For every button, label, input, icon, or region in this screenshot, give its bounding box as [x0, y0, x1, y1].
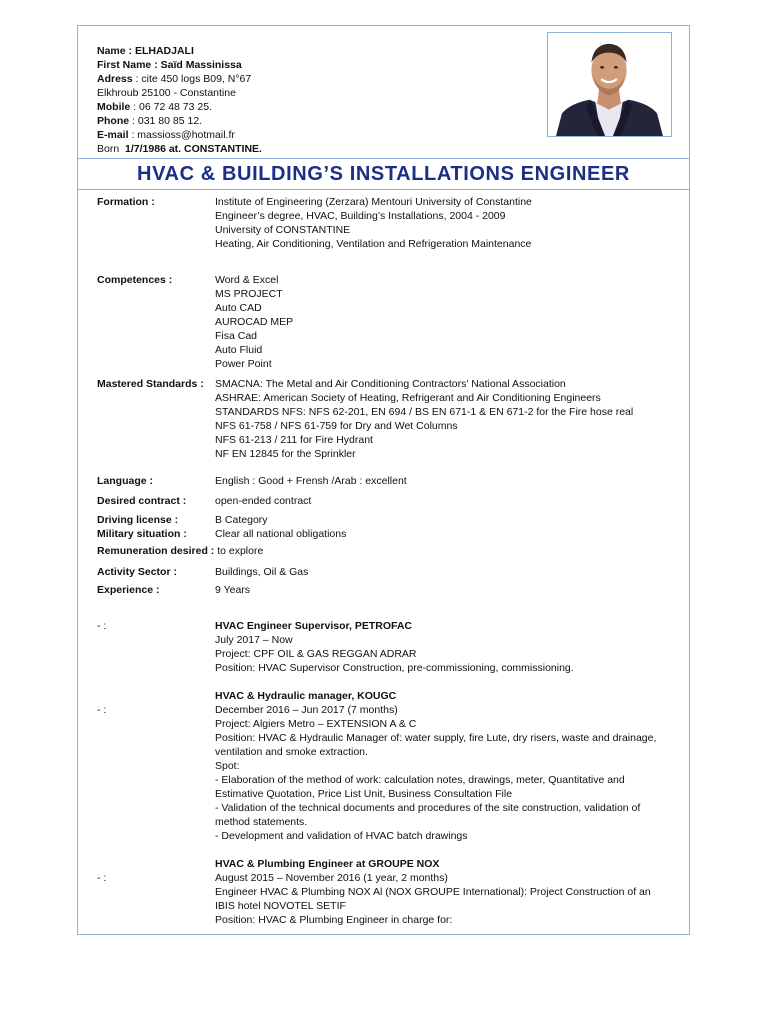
formation-line: Heating, Air Conditioning, Ventilation and Refrigeration Maintenance: [215, 238, 532, 250]
name-line: Name : ELHADJALI: [97, 45, 194, 57]
cv-header: [78, 26, 689, 159]
job-line: method statements.: [215, 816, 308, 828]
competence-item: AUROCAD MEP: [215, 316, 294, 328]
first-name-line: First Name : Saïd Massinissa: [97, 59, 242, 71]
standard-item: ASHRAE: American Society of Heating, Refrigerant and Air Conditioning Engineers: [215, 392, 601, 404]
formation-label: Formation :: [97, 196, 155, 208]
job-marker: - :: [97, 620, 107, 632]
job-line: ventilation and smoke extraction.: [215, 746, 368, 758]
job-title: HVAC & Plumbing Engineer at GROUPE NOX: [215, 858, 440, 870]
formation-line: Institute of Engineering (Zerzara) Mentouri University of Constantine: [215, 196, 532, 208]
job-line: Spot:: [215, 760, 240, 772]
formation-values: [215, 195, 670, 251]
job-line: December 2016 – Jun 2017 (7 months): [215, 704, 398, 716]
language-label: Language :: [97, 475, 154, 487]
job-details: [215, 857, 670, 927]
job-line: Project: Algiers Metro – EXTENSION A & C: [215, 718, 417, 730]
remuneration-label: Remuneration desired : to explore: [97, 545, 264, 557]
address-line: Adress : cite 450 logs B09, N°67: [97, 73, 252, 85]
cv-title: HVAC & BUILDING’S INSTALLATIONS ENGINEER: [137, 163, 630, 185]
experience-value: 9 Years: [215, 584, 251, 596]
standards-values: [215, 377, 670, 461]
driving-label: Driving license :: [97, 514, 179, 526]
job-line: - Elaboration of the method of work: calculation notes, drawings, meter, Quantitative and: [215, 774, 625, 786]
remuneration-value: to explore: [217, 545, 264, 557]
job-title: HVAC & Hydraulic manager, KOUGC: [215, 690, 397, 702]
competence-item: Word & Excel: [215, 274, 279, 286]
driving-value: B Category: [215, 514, 268, 526]
standards-label: Mastered Standards :: [97, 378, 204, 390]
formation-line: University of CONSTANTINE: [215, 224, 351, 236]
competences-values: [215, 273, 670, 371]
phone-line: Phone : 031 80 85 12.: [97, 115, 203, 127]
job-line: Position: HVAC & Plumbing Engineer in charge for:: [215, 914, 453, 926]
contract-value: open-ended contract: [215, 495, 312, 507]
email-line: E-mail : massioss@hotmail.fr: [97, 129, 235, 141]
cv-page: [77, 25, 690, 935]
job-details: [215, 689, 670, 843]
competences-label: Competences :: [97, 274, 173, 286]
formation-line: Engineer’s degree, HVAC, Building’s Installations, 2004 - 2009: [215, 210, 506, 222]
job-line: July 2017 – Now: [215, 634, 293, 646]
competence-item: Auto Fluid: [215, 344, 263, 356]
job-title: HVAC Engineer Supervisor, PETROFAC: [215, 620, 413, 632]
language-value: English : Good + Frensh /Arab : excellent: [215, 475, 407, 487]
standard-item: NFS 61-213 / 211 for Fire Hydrant: [215, 434, 373, 446]
standard-item: NF EN 12845 for the Sprinkler: [215, 448, 356, 460]
sector-value: Buildings, Oil & Gas: [215, 566, 309, 578]
address-line-2: Elkhroub 25100 - Constantine: [97, 87, 236, 99]
job-line: Estimative Quotation, Price List Unit, Business Consultation File: [215, 788, 513, 800]
title-band: [78, 159, 689, 190]
job-line: August 2015 – November 2016 (1 year, 2 months): [215, 872, 448, 884]
born-line: Born 1/7/1986 at. CONSTANTINE.: [97, 143, 262, 155]
job-line: Position: HVAC & Hydraulic Manager of: water supply, fire Lute, dry risers, waste and drainage,: [215, 732, 657, 744]
competence-item: Auto CAD: [215, 302, 262, 314]
mobile-line: Mobile : 06 72 48 73 25.: [97, 101, 212, 113]
competence-item: Power Point: [215, 358, 272, 370]
job-marker: - :: [97, 704, 107, 716]
standard-item: STANDARDS NFS: NFS 62-201, EN 694 / BS EN 671-1 & EN 671-2 for the Fire hose real: [215, 406, 634, 418]
job-line: Project: CPF OIL & GAS REGGAN ADRAR: [215, 648, 417, 660]
competence-item: Fisa Cad: [215, 330, 258, 342]
experience-label: Experience :: [97, 584, 160, 596]
job-marker: - :: [97, 872, 107, 884]
person-portrait-icon: [547, 32, 672, 137]
standard-item: SMACNA: The Metal and Air Conditioning Contractors’ National Association: [215, 378, 566, 390]
job-line: IBIS hotel NOVOTEL SETIF: [215, 900, 346, 912]
sector-label: Activity Sector :: [97, 566, 177, 578]
competence-item: MS PROJECT: [215, 288, 283, 300]
identity-block: [97, 44, 262, 156]
job-line: - Development and validation of HVAC batch drawings: [215, 830, 468, 842]
job-line: Position: HVAC Supervisor Construction, pre-commissioning, commissioning.: [215, 662, 574, 674]
job-details: [215, 619, 670, 675]
job-line: - Validation of the technical documents and procedures of the site construction, validation of: [215, 802, 641, 814]
contract-label: Desired contract :: [97, 495, 187, 507]
military-label: Military situation :: [97, 528, 187, 540]
job-line: Engineer HVAC & Plumbing NOX Al (NOX GROUPE International): Project Construction of an: [215, 886, 651, 898]
standard-item: NFS 61-758 / NFS 61-759 for Dry and Wet Columns: [215, 420, 458, 432]
military-value: Clear all national obligations: [215, 528, 347, 540]
